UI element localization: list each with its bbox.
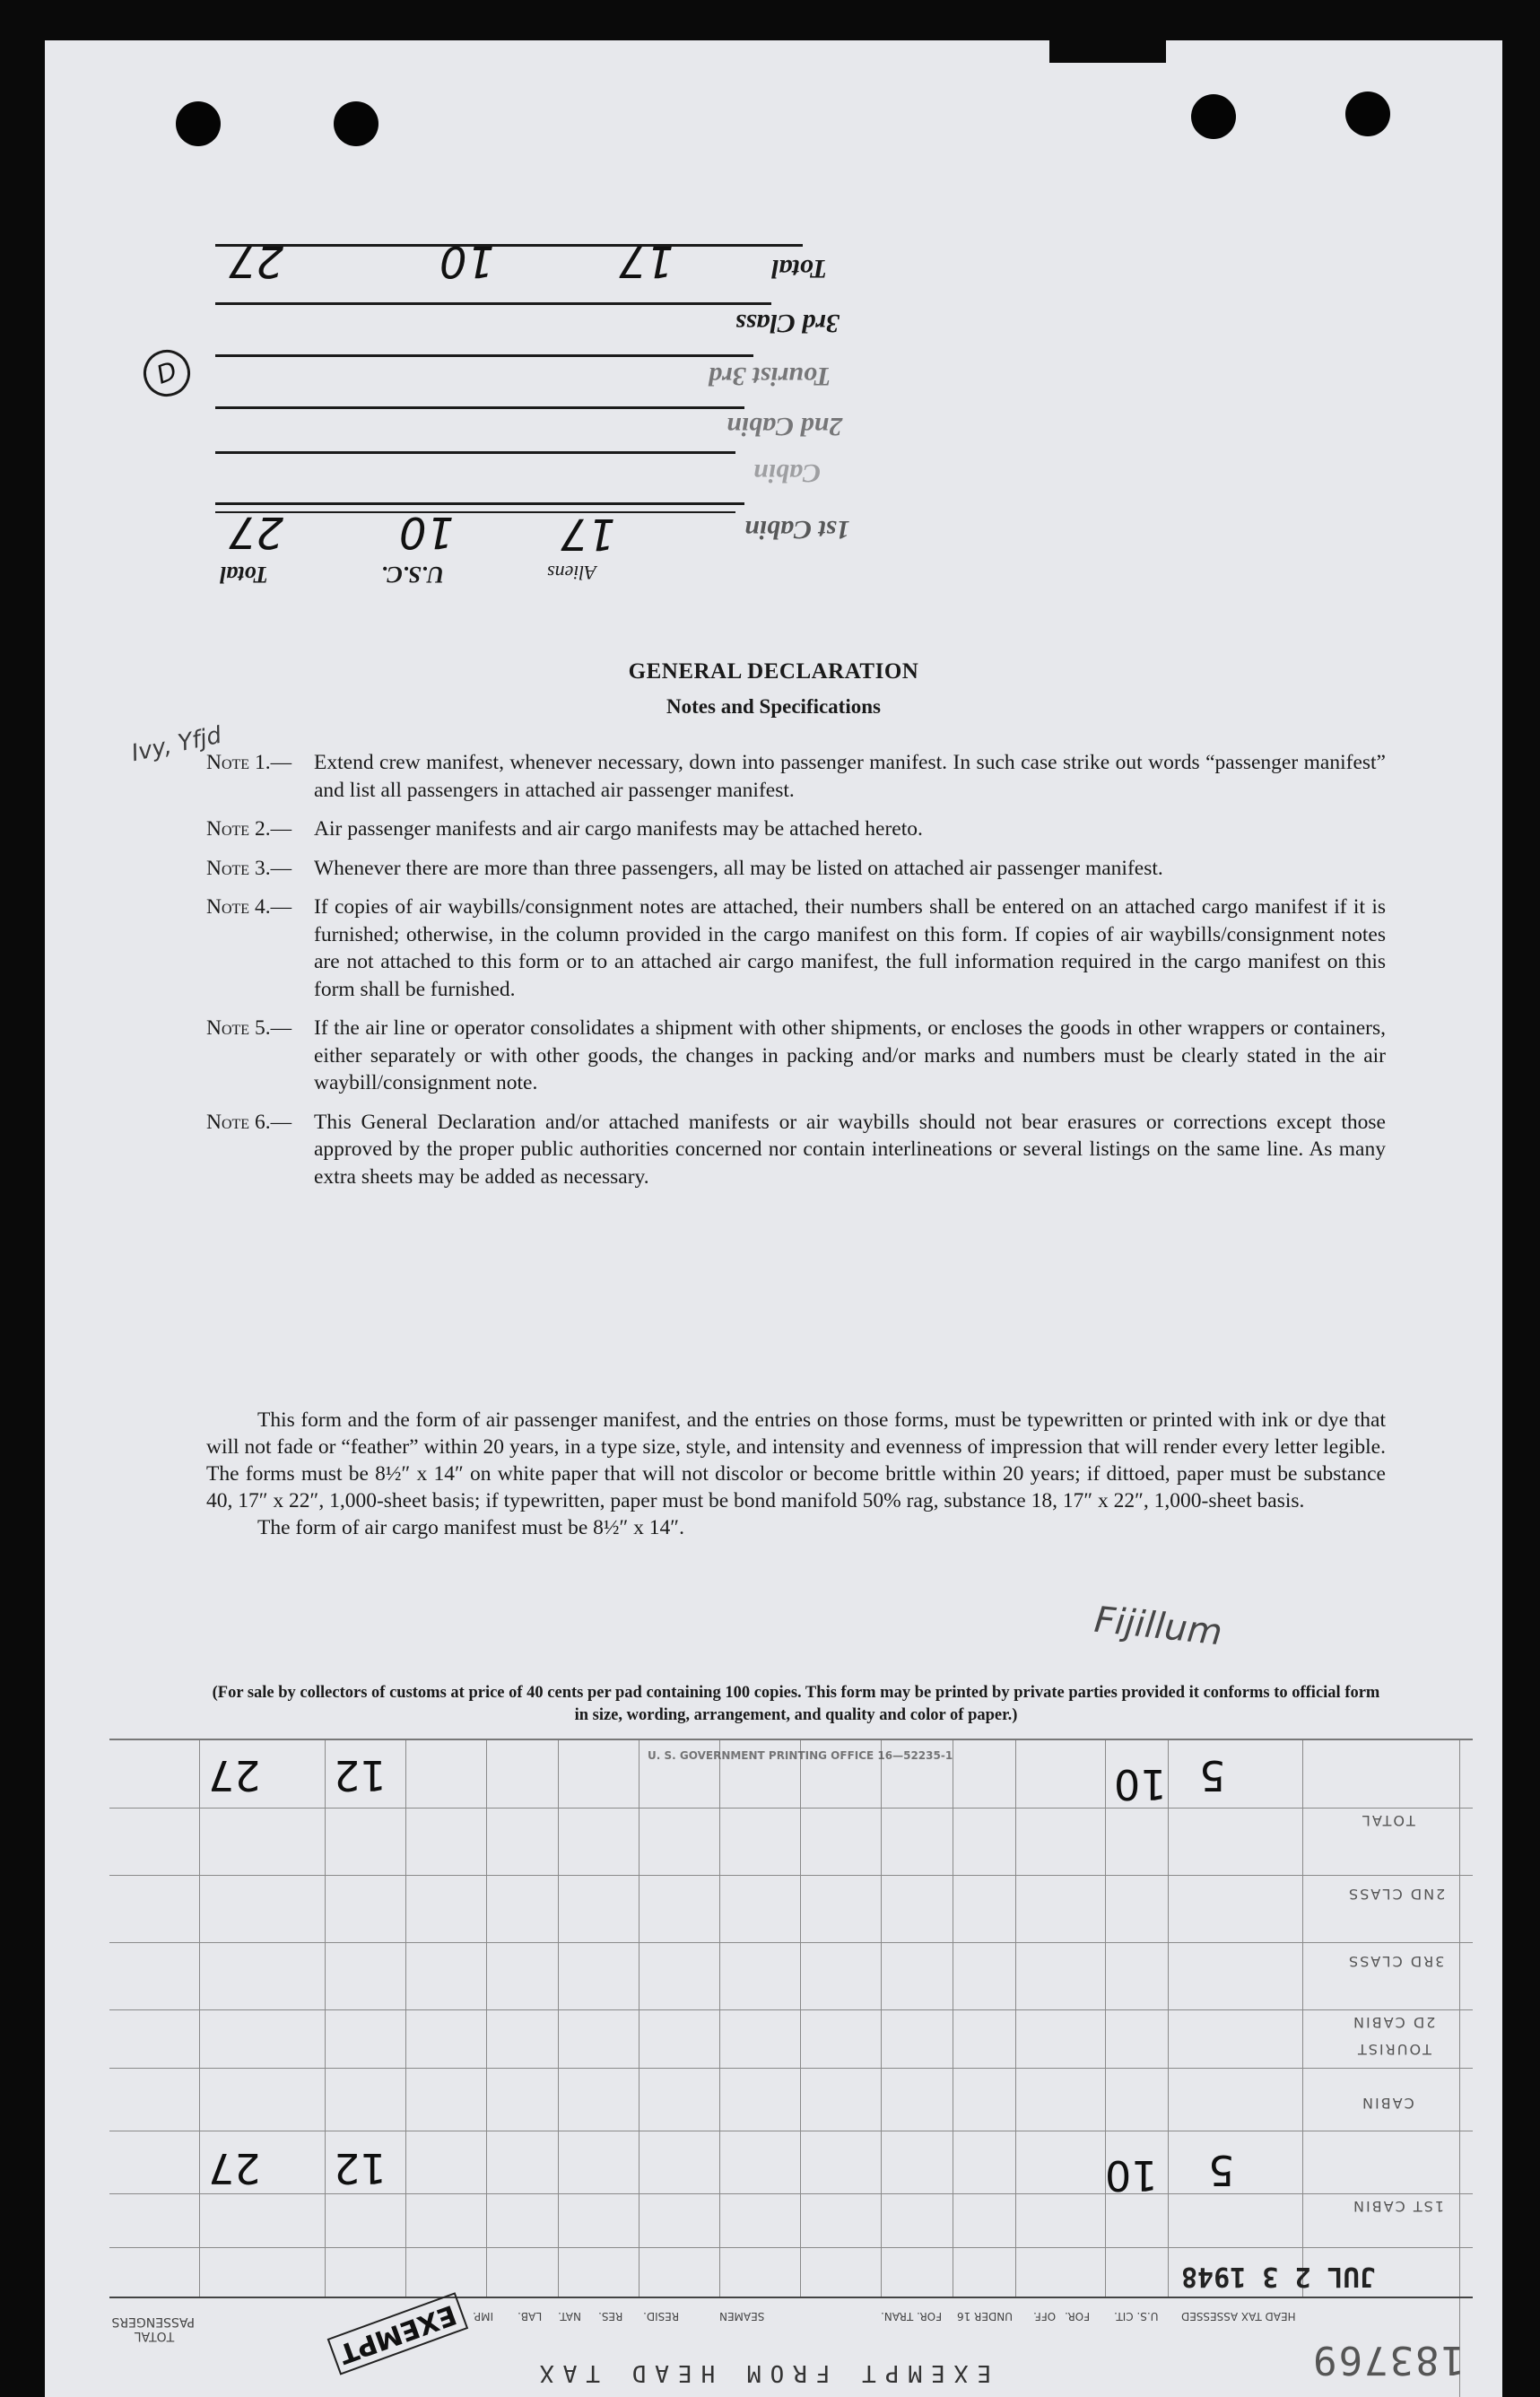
punch-hole — [334, 101, 378, 146]
tally-value: 10 — [1114, 1760, 1167, 1809]
torn-corner — [1049, 40, 1166, 63]
page-subtitle: Notes and Specifications — [666, 695, 881, 718]
note-item — [206, 749, 1386, 804]
row-label-cabin: CABIN — [1361, 2095, 1414, 2112]
note-text: Air passenger manifests and air cargo manifests may be attached hereto. — [314, 817, 923, 841]
page-title: GENERAL DECLARATION — [628, 659, 919, 684]
note-text: If copies of air waybills/consignment notes are attached, their numbers shall be entered on an attached cargo manifest if it is furnished; otherwise, in the column provided in the cargo manifest on this form. If copies of air waybills/consignment notes are not attached to this form or to an attached air cargo manifest, the full information required in the cargo manifest on this form shall be furnished. — [314, 895, 1386, 1001]
footer-label: UNDER 16 — [957, 2310, 1014, 2323]
note-item — [206, 893, 1386, 1003]
note-label: Note 4.— — [206, 895, 292, 919]
serial-number: 183769 — [1311, 2337, 1465, 2383]
footer-label: OFF. — [1033, 2310, 1057, 2323]
row-label-2nd-class: 2ND CLASS — [1347, 1886, 1446, 1903]
tally-label-2nd-cabin: 2nd Cabin — [726, 412, 843, 441]
gpo-line: U. S. GOVERNMENT PRINTING OFFICE 16—52235-1 — [648, 1749, 953, 1762]
tally-1st-cabin-usc: 10 — [399, 507, 455, 557]
tally-value: 10 — [1105, 2151, 1158, 2200]
tally-header-aliens: Aliens — [547, 562, 596, 584]
tally-value: 27 — [208, 2144, 261, 2192]
sale-notice: (For sale by collectors of customs at price of 40 cents per pad containing 100 copies. This form may be printed by private parties provided it conforms to official form in size, wording, arrangement, and quality and color of paper.) — [212, 1684, 1380, 1724]
footer-label: HEAD TAX ASSESSED — [1181, 2310, 1296, 2323]
footer-label: TOTAL PASSENGERS — [111, 2314, 195, 2343]
footer-label: RES. — [598, 2310, 623, 2323]
note-text: Extend crew manifest, whenever necessary, down into passenger manifest. In such case strike out words “passenger manifest” and list all passengers in attached air passenger manifest. — [314, 751, 1386, 802]
tally-value: 5 — [1208, 2146, 1235, 2194]
row-label-2d-cabin: 2D CABIN — [1352, 2014, 1436, 2031]
head-tax-form — [109, 1739, 1473, 2397]
tally-label-3rd-class: 3rd Class — [735, 309, 840, 338]
specifications-paragraphs — [206, 1407, 1386, 1541]
paper-spec-paragraph: This form and the form of air passenger manifest, and the entries on those forms, must be typewritten or printed with ink or dye that will not fade or “feather” within 20 years, in a type size, style, and intensity and evenness of impression that will render every letter legible. The forms must be 8½″ x 14″ on white paper that will not discolor or become brittle within 20 years; if dittoed, paper must be substance 40, 17″ x 22″, 1,000-sheet basis; if typewritten, paper must be bond manifold 50% rag, substance 18, 17″ x 22″, 1,000-sheet basis. — [206, 1408, 1386, 1512]
note-label: Note 2.— — [206, 817, 292, 841]
footer-label: NAT. — [558, 2310, 581, 2323]
margin-scrawl: Ivy, Yfjd — [128, 721, 224, 768]
tally-total-aliens: 17 — [619, 236, 674, 286]
footer-label: U.S. CIT. — [1114, 2310, 1159, 2323]
note-label: Note 5.— — [206, 1016, 292, 1040]
footer-label: FOR. TRAN. — [881, 2310, 943, 2323]
row-label-3rd-class: 3RD CLASS — [1347, 1953, 1445, 1970]
circled-mark: D — [137, 344, 197, 404]
note-item — [206, 1109, 1386, 1191]
note-item — [206, 1015, 1386, 1097]
punch-hole — [1191, 94, 1236, 139]
note-item — [206, 815, 1386, 843]
tally-1st-cabin-total: 27 — [229, 507, 284, 557]
tally-value: 12 — [334, 1751, 387, 1800]
date-stamp: JUL 2 3 1948 — [1181, 2261, 1376, 2292]
tally-total-usc: 10 — [439, 236, 495, 286]
tally-label-total: Total — [771, 254, 828, 283]
exempt-footer: EXEMPT FROM HEAD TAX — [531, 2359, 992, 2386]
tally-label-tourist: Tourist 3rd — [709, 362, 831, 391]
note-text: Whenever there are more than three passengers, all may be listed on attached air passenger manifest. — [314, 856, 1163, 880]
tally-header-usc: U.S.C. — [381, 562, 445, 588]
footer-label: RESID. — [643, 2310, 680, 2323]
notes-list — [206, 749, 1386, 1202]
row-label-tourist: TOURIST — [1356, 2041, 1431, 2058]
footer-label: SEAMEN — [719, 2310, 765, 2323]
tally-label-1st-cabin: 1st Cabin — [744, 515, 850, 545]
tally-total-total: 27 — [229, 236, 284, 286]
note-label: Note 6.— — [206, 1110, 292, 1134]
punch-hole — [1345, 92, 1390, 136]
tally-1st-cabin-aliens: 17 — [561, 509, 616, 559]
tally-header-total: Total — [220, 562, 268, 588]
note-label: Note 3.— — [206, 856, 292, 880]
row-label-1st-cabin: 1ST CABIN — [1352, 2198, 1444, 2215]
footer-label: IMP. — [473, 2310, 494, 2323]
exempt-stamp: EXEMPT — [326, 2292, 468, 2375]
punch-hole — [176, 101, 221, 146]
footer-label: LAB. — [518, 2310, 543, 2323]
row-label-total: TOTAL — [1361, 1812, 1415, 1829]
note-text: This General Declaration and/or attached manifests or air waybills should not bear erasures or corrections except those approved by the proper public authorities concerned nor contain interlineations or several listings on the same line. As many extra sheets may be added as necessary. — [314, 1110, 1386, 1189]
note-item — [206, 855, 1386, 883]
document-page — [45, 40, 1502, 2397]
tally-label-cabin: Cabin — [753, 458, 822, 488]
tally-value: 27 — [208, 1751, 261, 1800]
cargo-manifest-size-paragraph: The form of air cargo manifest must be 8½″ x 14″. — [257, 1516, 684, 1539]
signature: Fijillum — [1092, 1599, 1224, 1654]
note-text: If the air line or operator consolidates a shipment with other shipments, or encloses the goods in other wrappers or containers, either separately or with other goods, the changes in packing and/or marks and numbers must be clearly stated in the air waybill/consignment note. — [314, 1016, 1386, 1094]
note-label: Note 1.— — [206, 751, 292, 774]
tally-value: 5 — [1199, 1751, 1226, 1800]
footer-label: FOR. — [1065, 2310, 1091, 2323]
tally-value: 12 — [334, 2144, 387, 2192]
